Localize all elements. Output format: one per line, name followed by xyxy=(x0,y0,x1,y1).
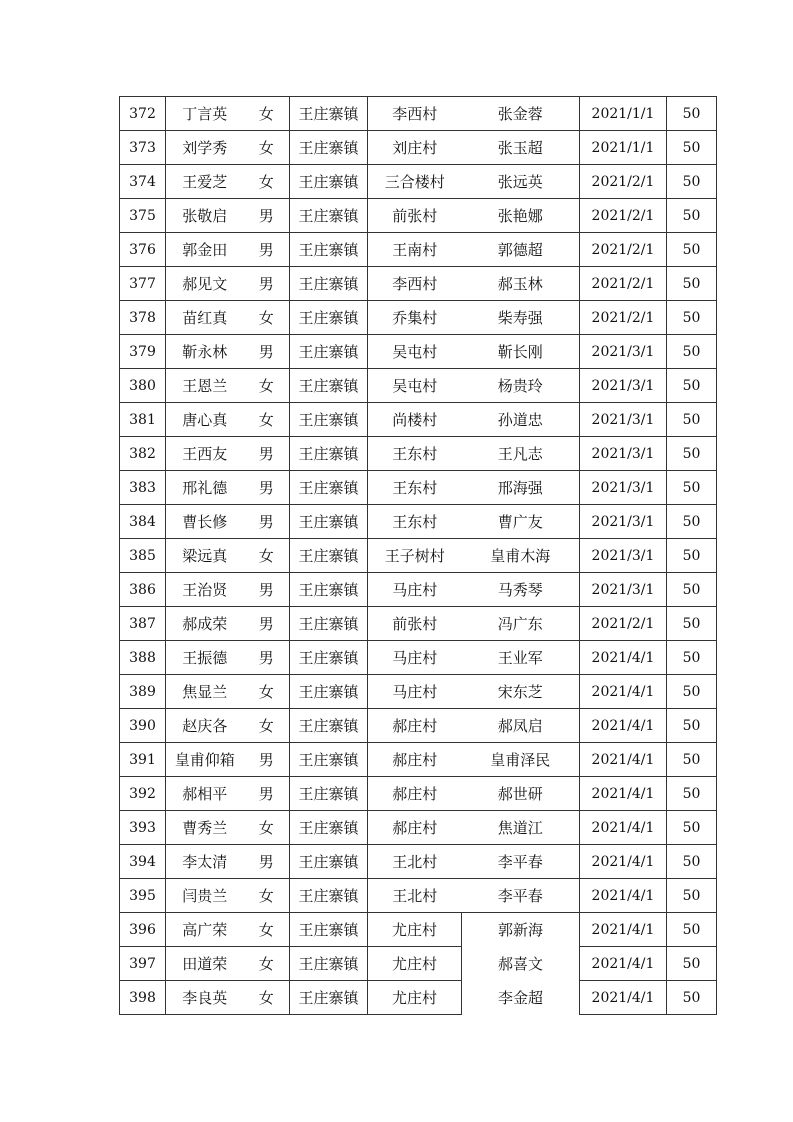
gender-cell: 女 xyxy=(244,947,290,981)
start-date-cell: 2021/4/1 xyxy=(580,879,667,913)
recipient-name-cell: 杨贵玲 xyxy=(462,369,580,403)
row-number-cell: 385 xyxy=(120,539,166,573)
start-date-cell: 2021/3/1 xyxy=(580,335,667,369)
gender-cell: 男 xyxy=(244,199,290,233)
amount-cell: 50 xyxy=(667,709,717,743)
gender-cell: 男 xyxy=(244,573,290,607)
gender-cell: 女 xyxy=(244,981,290,1015)
table-row xyxy=(120,199,717,233)
start-date-cell: 2021/2/1 xyxy=(580,199,667,233)
row-number-cell: 374 xyxy=(120,165,166,199)
recipient-name-cell: 宋东芝 xyxy=(462,675,580,709)
recipient-name-cell: 邢海强 xyxy=(462,471,580,505)
gender-cell: 女 xyxy=(244,165,290,199)
table-row xyxy=(120,131,717,165)
row-number-cell: 390 xyxy=(120,709,166,743)
start-date-cell: 2021/4/1 xyxy=(580,981,667,1015)
gender-cell: 男 xyxy=(244,233,290,267)
table-row xyxy=(120,573,717,607)
start-date-cell: 2021/2/1 xyxy=(580,165,667,199)
row-number-cell: 391 xyxy=(120,743,166,777)
amount-cell: 50 xyxy=(667,811,717,845)
start-date-cell: 2021/4/1 xyxy=(580,743,667,777)
amount-cell: 50 xyxy=(667,233,717,267)
person-name-cell: 闫贵兰 xyxy=(166,879,244,913)
row-number-cell: 392 xyxy=(120,777,166,811)
row-number-cell: 387 xyxy=(120,607,166,641)
table-row xyxy=(120,981,717,1015)
township-cell: 王庄寨镇 xyxy=(290,97,368,131)
recipient-name-cell: 郝凤启 xyxy=(462,709,580,743)
township-cell: 王庄寨镇 xyxy=(290,981,368,1015)
start-date-cell: 2021/2/1 xyxy=(580,301,667,335)
recipient-name-cell: 郝世研 xyxy=(462,777,580,811)
roster-sheet xyxy=(119,96,716,1015)
person-name-cell: 郝相平 xyxy=(166,777,244,811)
amount-cell: 50 xyxy=(667,879,717,913)
recipient-name-cell: 冯广东 xyxy=(462,607,580,641)
recipient-name-cell: 郭德超 xyxy=(462,233,580,267)
row-number-cell: 379 xyxy=(120,335,166,369)
amount-cell: 50 xyxy=(667,301,717,335)
gender-cell: 女 xyxy=(244,539,290,573)
table-row xyxy=(120,369,717,403)
township-cell: 王庄寨镇 xyxy=(290,369,368,403)
start-date-cell: 2021/4/1 xyxy=(580,845,667,879)
row-number-cell: 388 xyxy=(120,641,166,675)
row-number-cell: 395 xyxy=(120,879,166,913)
amount-cell: 50 xyxy=(667,743,717,777)
township-cell: 王庄寨镇 xyxy=(290,165,368,199)
village-cell: 马庄村 xyxy=(368,641,462,675)
village-cell: 乔集村 xyxy=(368,301,462,335)
start-date-cell: 2021/2/1 xyxy=(580,267,667,301)
start-date-cell: 2021/4/1 xyxy=(580,811,667,845)
row-number-cell: 381 xyxy=(120,403,166,437)
table-row xyxy=(120,97,717,131)
village-cell: 王东村 xyxy=(368,471,462,505)
recipient-name-cell: 焦道江 xyxy=(462,811,580,845)
person-name-cell: 高广荣 xyxy=(166,913,244,947)
amount-cell: 50 xyxy=(667,437,717,471)
township-cell: 王庄寨镇 xyxy=(290,777,368,811)
amount-cell: 50 xyxy=(667,539,717,573)
amount-cell: 50 xyxy=(667,199,717,233)
village-cell: 王东村 xyxy=(368,505,462,539)
table-row xyxy=(120,233,717,267)
gender-cell: 女 xyxy=(244,879,290,913)
person-name-cell: 王西友 xyxy=(166,437,244,471)
table-row xyxy=(120,437,717,471)
gender-cell: 男 xyxy=(244,437,290,471)
table-row xyxy=(120,913,717,947)
amount-cell: 50 xyxy=(667,131,717,165)
start-date-cell: 2021/3/1 xyxy=(580,369,667,403)
start-date-cell: 2021/2/1 xyxy=(580,233,667,267)
village-cell: 郝庄村 xyxy=(368,811,462,845)
row-number-cell: 373 xyxy=(120,131,166,165)
recipient-name-cell: 曹广友 xyxy=(462,505,580,539)
recipient-name-cell: 郝喜文 xyxy=(462,947,580,981)
gender-cell: 女 xyxy=(244,403,290,437)
table-row xyxy=(120,811,717,845)
recipient-name-cell: 柴寿强 xyxy=(462,301,580,335)
recipient-name-cell: 李平春 xyxy=(462,879,580,913)
start-date-cell: 2021/3/1 xyxy=(580,539,667,573)
gender-cell: 女 xyxy=(244,301,290,335)
village-cell: 郝庄村 xyxy=(368,743,462,777)
amount-cell: 50 xyxy=(667,369,717,403)
village-cell: 郝庄村 xyxy=(368,709,462,743)
village-cell: 王东村 xyxy=(368,437,462,471)
person-name-cell: 丁言英 xyxy=(166,97,244,131)
row-number-cell: 382 xyxy=(120,437,166,471)
village-cell: 前张村 xyxy=(368,607,462,641)
table-row xyxy=(120,505,717,539)
person-name-cell: 田道荣 xyxy=(166,947,244,981)
gender-cell: 女 xyxy=(244,811,290,845)
person-name-cell: 王振德 xyxy=(166,641,244,675)
gender-cell: 女 xyxy=(244,709,290,743)
recipient-name-cell: 张金蓉 xyxy=(462,97,580,131)
person-name-cell: 曹长修 xyxy=(166,505,244,539)
village-cell: 王北村 xyxy=(368,879,462,913)
start-date-cell: 2021/4/1 xyxy=(580,709,667,743)
amount-cell: 50 xyxy=(667,913,717,947)
village-cell: 前张村 xyxy=(368,199,462,233)
amount-cell: 50 xyxy=(667,267,717,301)
amount-cell: 50 xyxy=(667,947,717,981)
amount-cell: 50 xyxy=(667,505,717,539)
table-row xyxy=(120,165,717,199)
row-number-cell: 389 xyxy=(120,675,166,709)
start-date-cell: 2021/2/1 xyxy=(580,607,667,641)
person-name-cell: 焦显兰 xyxy=(166,675,244,709)
person-name-cell: 王爱芝 xyxy=(166,165,244,199)
gender-cell: 男 xyxy=(244,607,290,641)
recipient-name-cell: 张艳娜 xyxy=(462,199,580,233)
person-name-cell: 王恩兰 xyxy=(166,369,244,403)
row-number-cell: 376 xyxy=(120,233,166,267)
recipient-name-cell: 靳长刚 xyxy=(462,335,580,369)
table-row xyxy=(120,607,717,641)
table-row xyxy=(120,539,717,573)
township-cell: 王庄寨镇 xyxy=(290,709,368,743)
table-row xyxy=(120,641,717,675)
township-cell: 王庄寨镇 xyxy=(290,743,368,777)
recipient-name-cell: 李平春 xyxy=(462,845,580,879)
recipient-name-cell: 张玉超 xyxy=(462,131,580,165)
row-number-cell: 396 xyxy=(120,913,166,947)
table-row xyxy=(120,777,717,811)
row-number-cell: 394 xyxy=(120,845,166,879)
village-cell: 王北村 xyxy=(368,845,462,879)
township-cell: 王庄寨镇 xyxy=(290,607,368,641)
village-cell: 吴屯村 xyxy=(368,369,462,403)
roster-table xyxy=(119,96,717,1015)
person-name-cell: 刘学秀 xyxy=(166,131,244,165)
township-cell: 王庄寨镇 xyxy=(290,505,368,539)
table-row xyxy=(120,845,717,879)
township-cell: 王庄寨镇 xyxy=(290,641,368,675)
township-cell: 王庄寨镇 xyxy=(290,301,368,335)
gender-cell: 男 xyxy=(244,641,290,675)
amount-cell: 50 xyxy=(667,97,717,131)
township-cell: 王庄寨镇 xyxy=(290,879,368,913)
row-number-cell: 377 xyxy=(120,267,166,301)
person-name-cell: 邢礼德 xyxy=(166,471,244,505)
person-name-cell: 王治贤 xyxy=(166,573,244,607)
township-cell: 王庄寨镇 xyxy=(290,845,368,879)
table-row xyxy=(120,675,717,709)
table-row xyxy=(120,709,717,743)
recipient-name-cell: 王业军 xyxy=(462,641,580,675)
gender-cell: 男 xyxy=(244,335,290,369)
table-row xyxy=(120,743,717,777)
person-name-cell: 靳永林 xyxy=(166,335,244,369)
amount-cell: 50 xyxy=(667,675,717,709)
person-name-cell: 苗红真 xyxy=(166,301,244,335)
start-date-cell: 2021/1/1 xyxy=(580,97,667,131)
village-cell: 王南村 xyxy=(368,233,462,267)
gender-cell: 女 xyxy=(244,913,290,947)
table-row xyxy=(120,879,717,913)
township-cell: 王庄寨镇 xyxy=(290,335,368,369)
township-cell: 王庄寨镇 xyxy=(290,539,368,573)
start-date-cell: 2021/4/1 xyxy=(580,777,667,811)
amount-cell: 50 xyxy=(667,573,717,607)
start-date-cell: 2021/3/1 xyxy=(580,573,667,607)
gender-cell: 男 xyxy=(244,743,290,777)
amount-cell: 50 xyxy=(667,165,717,199)
recipient-name-cell: 李金超 xyxy=(462,981,580,1015)
amount-cell: 50 xyxy=(667,607,717,641)
village-cell: 尤庄村 xyxy=(368,947,462,981)
village-cell: 刘庄村 xyxy=(368,131,462,165)
start-date-cell: 2021/3/1 xyxy=(580,437,667,471)
row-number-cell: 383 xyxy=(120,471,166,505)
row-number-cell: 375 xyxy=(120,199,166,233)
village-cell: 马庄村 xyxy=(368,573,462,607)
person-name-cell: 李良英 xyxy=(166,981,244,1015)
start-date-cell: 2021/4/1 xyxy=(580,641,667,675)
person-name-cell: 曹秀兰 xyxy=(166,811,244,845)
township-cell: 王庄寨镇 xyxy=(290,471,368,505)
recipient-name-cell: 张远英 xyxy=(462,165,580,199)
person-name-cell: 郭金田 xyxy=(166,233,244,267)
gender-cell: 男 xyxy=(244,505,290,539)
row-number-cell: 398 xyxy=(120,981,166,1015)
table-row xyxy=(120,267,717,301)
amount-cell: 50 xyxy=(667,777,717,811)
village-cell: 王子树村 xyxy=(368,539,462,573)
amount-cell: 50 xyxy=(667,641,717,675)
person-name-cell: 皇甫仰箱 xyxy=(166,743,244,777)
start-date-cell: 2021/4/1 xyxy=(580,947,667,981)
township-cell: 王庄寨镇 xyxy=(290,573,368,607)
amount-cell: 50 xyxy=(667,981,717,1015)
township-cell: 王庄寨镇 xyxy=(290,811,368,845)
start-date-cell: 2021/3/1 xyxy=(580,505,667,539)
table-row xyxy=(120,947,717,981)
village-cell: 尚楼村 xyxy=(368,403,462,437)
row-number-cell: 386 xyxy=(120,573,166,607)
township-cell: 王庄寨镇 xyxy=(290,403,368,437)
person-name-cell: 郝成荣 xyxy=(166,607,244,641)
township-cell: 王庄寨镇 xyxy=(290,199,368,233)
start-date-cell: 2021/1/1 xyxy=(580,131,667,165)
gender-cell: 男 xyxy=(244,777,290,811)
gender-cell: 女 xyxy=(244,369,290,403)
person-name-cell: 梁远真 xyxy=(166,539,244,573)
gender-cell: 女 xyxy=(244,97,290,131)
person-name-cell: 李太清 xyxy=(166,845,244,879)
row-number-cell: 397 xyxy=(120,947,166,981)
township-cell: 王庄寨镇 xyxy=(290,437,368,471)
row-number-cell: 393 xyxy=(120,811,166,845)
village-cell: 尤庄村 xyxy=(368,913,462,947)
start-date-cell: 2021/4/1 xyxy=(580,913,667,947)
township-cell: 王庄寨镇 xyxy=(290,947,368,981)
village-cell: 李西村 xyxy=(368,267,462,301)
gender-cell: 男 xyxy=(244,471,290,505)
gender-cell: 女 xyxy=(244,131,290,165)
amount-cell: 50 xyxy=(667,335,717,369)
recipient-name-cell: 孙道忠 xyxy=(462,403,580,437)
recipient-name-cell: 王凡志 xyxy=(462,437,580,471)
person-name-cell: 唐心真 xyxy=(166,403,244,437)
person-name-cell: 赵庆各 xyxy=(166,709,244,743)
gender-cell: 男 xyxy=(244,267,290,301)
start-date-cell: 2021/4/1 xyxy=(580,675,667,709)
person-name-cell: 郝见文 xyxy=(166,267,244,301)
amount-cell: 50 xyxy=(667,845,717,879)
village-cell: 吴屯村 xyxy=(368,335,462,369)
roster-rows xyxy=(120,97,717,1015)
village-cell: 尤庄村 xyxy=(368,981,462,1015)
township-cell: 王庄寨镇 xyxy=(290,267,368,301)
township-cell: 王庄寨镇 xyxy=(290,913,368,947)
recipient-name-cell: 郝玉林 xyxy=(462,267,580,301)
village-cell: 郝庄村 xyxy=(368,777,462,811)
recipient-name-cell: 皇甫泽民 xyxy=(462,743,580,777)
table-row xyxy=(120,301,717,335)
start-date-cell: 2021/3/1 xyxy=(580,403,667,437)
gender-cell: 女 xyxy=(244,675,290,709)
gender-cell: 男 xyxy=(244,845,290,879)
row-number-cell: 378 xyxy=(120,301,166,335)
recipient-name-cell: 皇甫木海 xyxy=(462,539,580,573)
amount-cell: 50 xyxy=(667,471,717,505)
village-cell: 三合楼村 xyxy=(368,165,462,199)
row-number-cell: 384 xyxy=(120,505,166,539)
table-row xyxy=(120,335,717,369)
row-number-cell: 372 xyxy=(120,97,166,131)
village-cell: 马庄村 xyxy=(368,675,462,709)
township-cell: 王庄寨镇 xyxy=(290,675,368,709)
row-number-cell: 380 xyxy=(120,369,166,403)
township-cell: 王庄寨镇 xyxy=(290,233,368,267)
township-cell: 王庄寨镇 xyxy=(290,131,368,165)
village-cell: 李西村 xyxy=(368,97,462,131)
table-row xyxy=(120,403,717,437)
amount-cell: 50 xyxy=(667,403,717,437)
recipient-name-cell: 郭新海 xyxy=(462,913,580,947)
start-date-cell: 2021/3/1 xyxy=(580,471,667,505)
table-row xyxy=(120,471,717,505)
person-name-cell: 张敬启 xyxy=(166,199,244,233)
recipient-name-cell: 马秀琴 xyxy=(462,573,580,607)
